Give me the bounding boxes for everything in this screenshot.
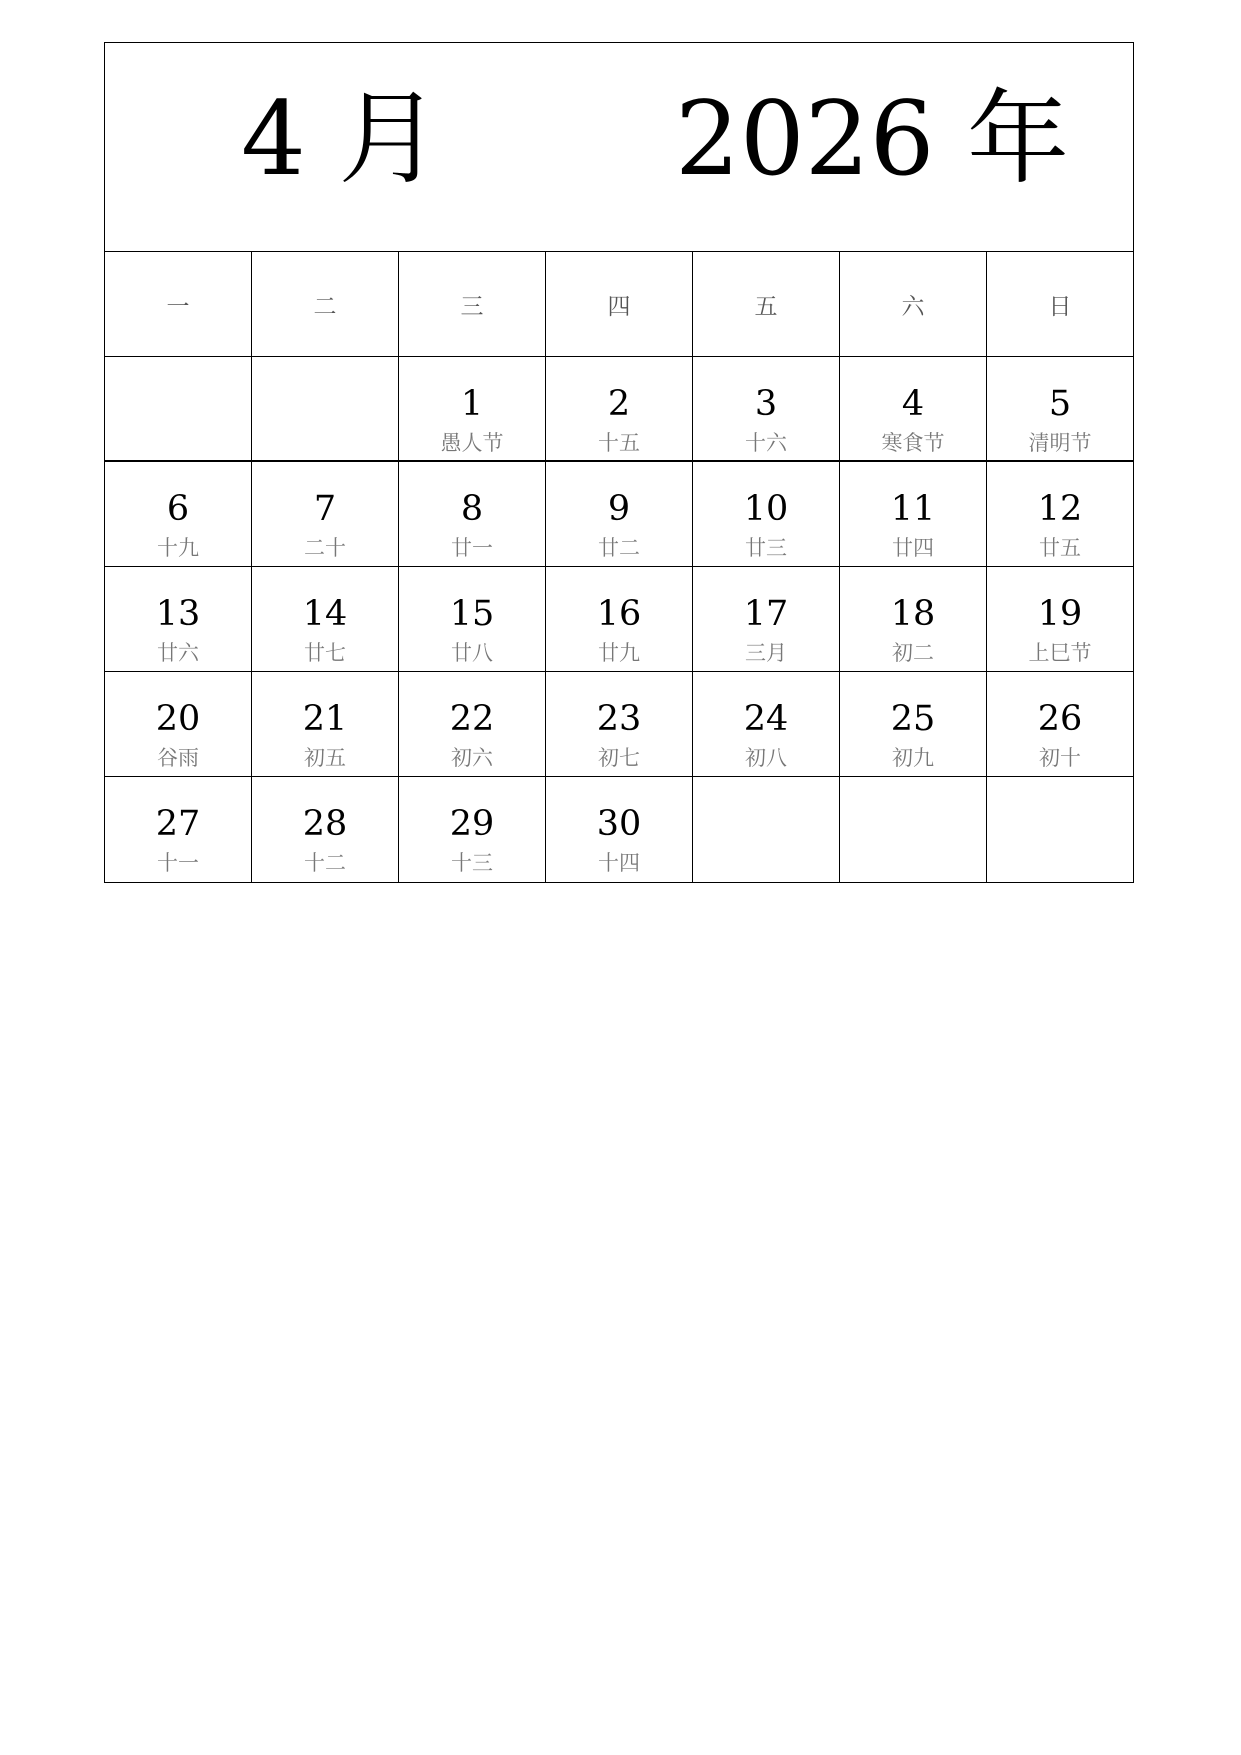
day-number: 19 bbox=[1037, 594, 1083, 634]
lunar-date: 愚人节 bbox=[440, 431, 504, 455]
day-cell-empty bbox=[252, 357, 399, 460]
day-number: 10 bbox=[743, 489, 789, 529]
day-cell bbox=[252, 777, 399, 882]
year-title: 2026 年 bbox=[674, 80, 1069, 199]
month-title: 4 月 bbox=[241, 80, 441, 199]
lunar-date: 十三 bbox=[451, 851, 493, 875]
day-number: 1 bbox=[460, 384, 484, 424]
day-cell bbox=[693, 567, 840, 671]
weekday-wed: 三 bbox=[399, 252, 546, 356]
week-row-3 bbox=[105, 567, 1133, 672]
day-cell bbox=[399, 777, 546, 882]
day-number: 25 bbox=[890, 699, 936, 739]
day-cell bbox=[105, 567, 252, 671]
lunar-date: 初九 bbox=[892, 746, 934, 770]
day-number: 18 bbox=[890, 594, 936, 634]
lunar-date: 二十 bbox=[304, 536, 346, 560]
day-cell bbox=[693, 672, 840, 776]
lunar-date: 初六 bbox=[451, 746, 493, 770]
lunar-date: 廿三 bbox=[745, 536, 787, 560]
day-number: 29 bbox=[449, 804, 495, 844]
week-row-2 bbox=[105, 462, 1133, 567]
day-cell bbox=[399, 357, 546, 460]
day-number: 28 bbox=[302, 804, 348, 844]
day-cell bbox=[987, 357, 1133, 460]
day-cell bbox=[840, 672, 987, 776]
lunar-date: 初二 bbox=[892, 641, 934, 665]
weekday-tue: 二 bbox=[252, 252, 399, 356]
day-cell bbox=[546, 777, 693, 882]
weekday-header-row bbox=[105, 252, 1133, 357]
calendar bbox=[104, 42, 1134, 883]
lunar-date: 十五 bbox=[598, 431, 640, 455]
day-number: 15 bbox=[449, 594, 495, 634]
lunar-date: 廿九 bbox=[598, 641, 640, 665]
day-cell-empty bbox=[693, 777, 840, 882]
day-cell bbox=[252, 462, 399, 566]
day-cell bbox=[546, 357, 693, 460]
day-cell bbox=[987, 672, 1133, 776]
lunar-date: 清明节 bbox=[1028, 431, 1092, 455]
lunar-date: 廿六 bbox=[157, 641, 199, 665]
day-number: 22 bbox=[449, 699, 495, 739]
lunar-date: 初五 bbox=[304, 746, 346, 770]
day-number: 14 bbox=[302, 594, 348, 634]
day-number: 26 bbox=[1037, 699, 1083, 739]
lunar-date: 谷雨 bbox=[157, 746, 199, 770]
week-row-5 bbox=[105, 777, 1133, 882]
day-cell bbox=[399, 672, 546, 776]
day-cell bbox=[105, 462, 252, 566]
weekday-fri: 五 bbox=[693, 252, 840, 356]
day-cell bbox=[840, 567, 987, 671]
day-number: 21 bbox=[302, 699, 348, 739]
lunar-date: 廿一 bbox=[451, 536, 493, 560]
day-cell bbox=[693, 462, 840, 566]
lunar-date: 十一 bbox=[157, 851, 199, 875]
day-cell bbox=[399, 567, 546, 671]
lunar-date: 十四 bbox=[598, 851, 640, 875]
day-cell bbox=[105, 777, 252, 882]
lunar-date: 初七 bbox=[598, 746, 640, 770]
lunar-date: 廿八 bbox=[451, 641, 493, 665]
weekday-sun: 日 bbox=[1048, 293, 1072, 320]
lunar-date: 十二 bbox=[304, 851, 346, 875]
week-row-4 bbox=[105, 672, 1133, 777]
day-number: 2 bbox=[607, 384, 631, 424]
day-number: 5 bbox=[1048, 384, 1072, 424]
day-number: 8 bbox=[460, 489, 484, 529]
lunar-date: 三月 bbox=[745, 641, 787, 665]
day-cell bbox=[399, 462, 546, 566]
calendar-header bbox=[105, 43, 1133, 252]
day-number: 30 bbox=[596, 804, 642, 844]
day-cell bbox=[840, 462, 987, 566]
lunar-date: 廿四 bbox=[892, 536, 934, 560]
day-cell bbox=[252, 567, 399, 671]
lunar-date: 廿二 bbox=[598, 536, 640, 560]
day-number: 9 bbox=[607, 489, 631, 529]
day-cell bbox=[105, 672, 252, 776]
weekday-thu: 四 bbox=[546, 252, 693, 356]
day-number: 24 bbox=[743, 699, 789, 739]
day-number: 20 bbox=[155, 699, 201, 739]
lunar-date: 十九 bbox=[157, 536, 199, 560]
weekday-mon: 一 bbox=[105, 252, 252, 356]
day-number: 6 bbox=[166, 489, 190, 529]
lunar-date: 上巳节 bbox=[1028, 641, 1092, 665]
day-cell bbox=[693, 357, 840, 460]
day-number: 7 bbox=[313, 489, 337, 529]
day-cell bbox=[546, 672, 693, 776]
day-number: 4 bbox=[901, 384, 925, 424]
day-cell bbox=[987, 462, 1133, 566]
day-number: 11 bbox=[890, 489, 936, 529]
lunar-date: 初八 bbox=[745, 746, 787, 770]
day-cell bbox=[840, 357, 987, 460]
lunar-date: 廿五 bbox=[1039, 536, 1081, 560]
day-number: 17 bbox=[743, 594, 789, 634]
day-number: 27 bbox=[155, 804, 201, 844]
day-cell-empty bbox=[840, 777, 987, 882]
week-row-1 bbox=[105, 357, 1133, 462]
lunar-date: 十六 bbox=[745, 431, 787, 455]
day-number: 13 bbox=[155, 594, 201, 634]
day-cell bbox=[546, 567, 693, 671]
day-cell bbox=[987, 567, 1133, 671]
lunar-date: 初十 bbox=[1039, 746, 1081, 770]
day-cell-empty bbox=[987, 777, 1133, 882]
weekday-sat: 六 bbox=[840, 252, 987, 356]
day-cell-empty bbox=[105, 357, 252, 460]
day-number: 16 bbox=[596, 594, 642, 634]
day-cell bbox=[252, 672, 399, 776]
day-number: 12 bbox=[1037, 489, 1083, 529]
lunar-date: 寒食节 bbox=[881, 431, 945, 455]
day-number: 3 bbox=[754, 384, 778, 424]
lunar-date: 廿七 bbox=[304, 641, 346, 665]
day-cell bbox=[546, 462, 693, 566]
day-number: 23 bbox=[596, 699, 642, 739]
